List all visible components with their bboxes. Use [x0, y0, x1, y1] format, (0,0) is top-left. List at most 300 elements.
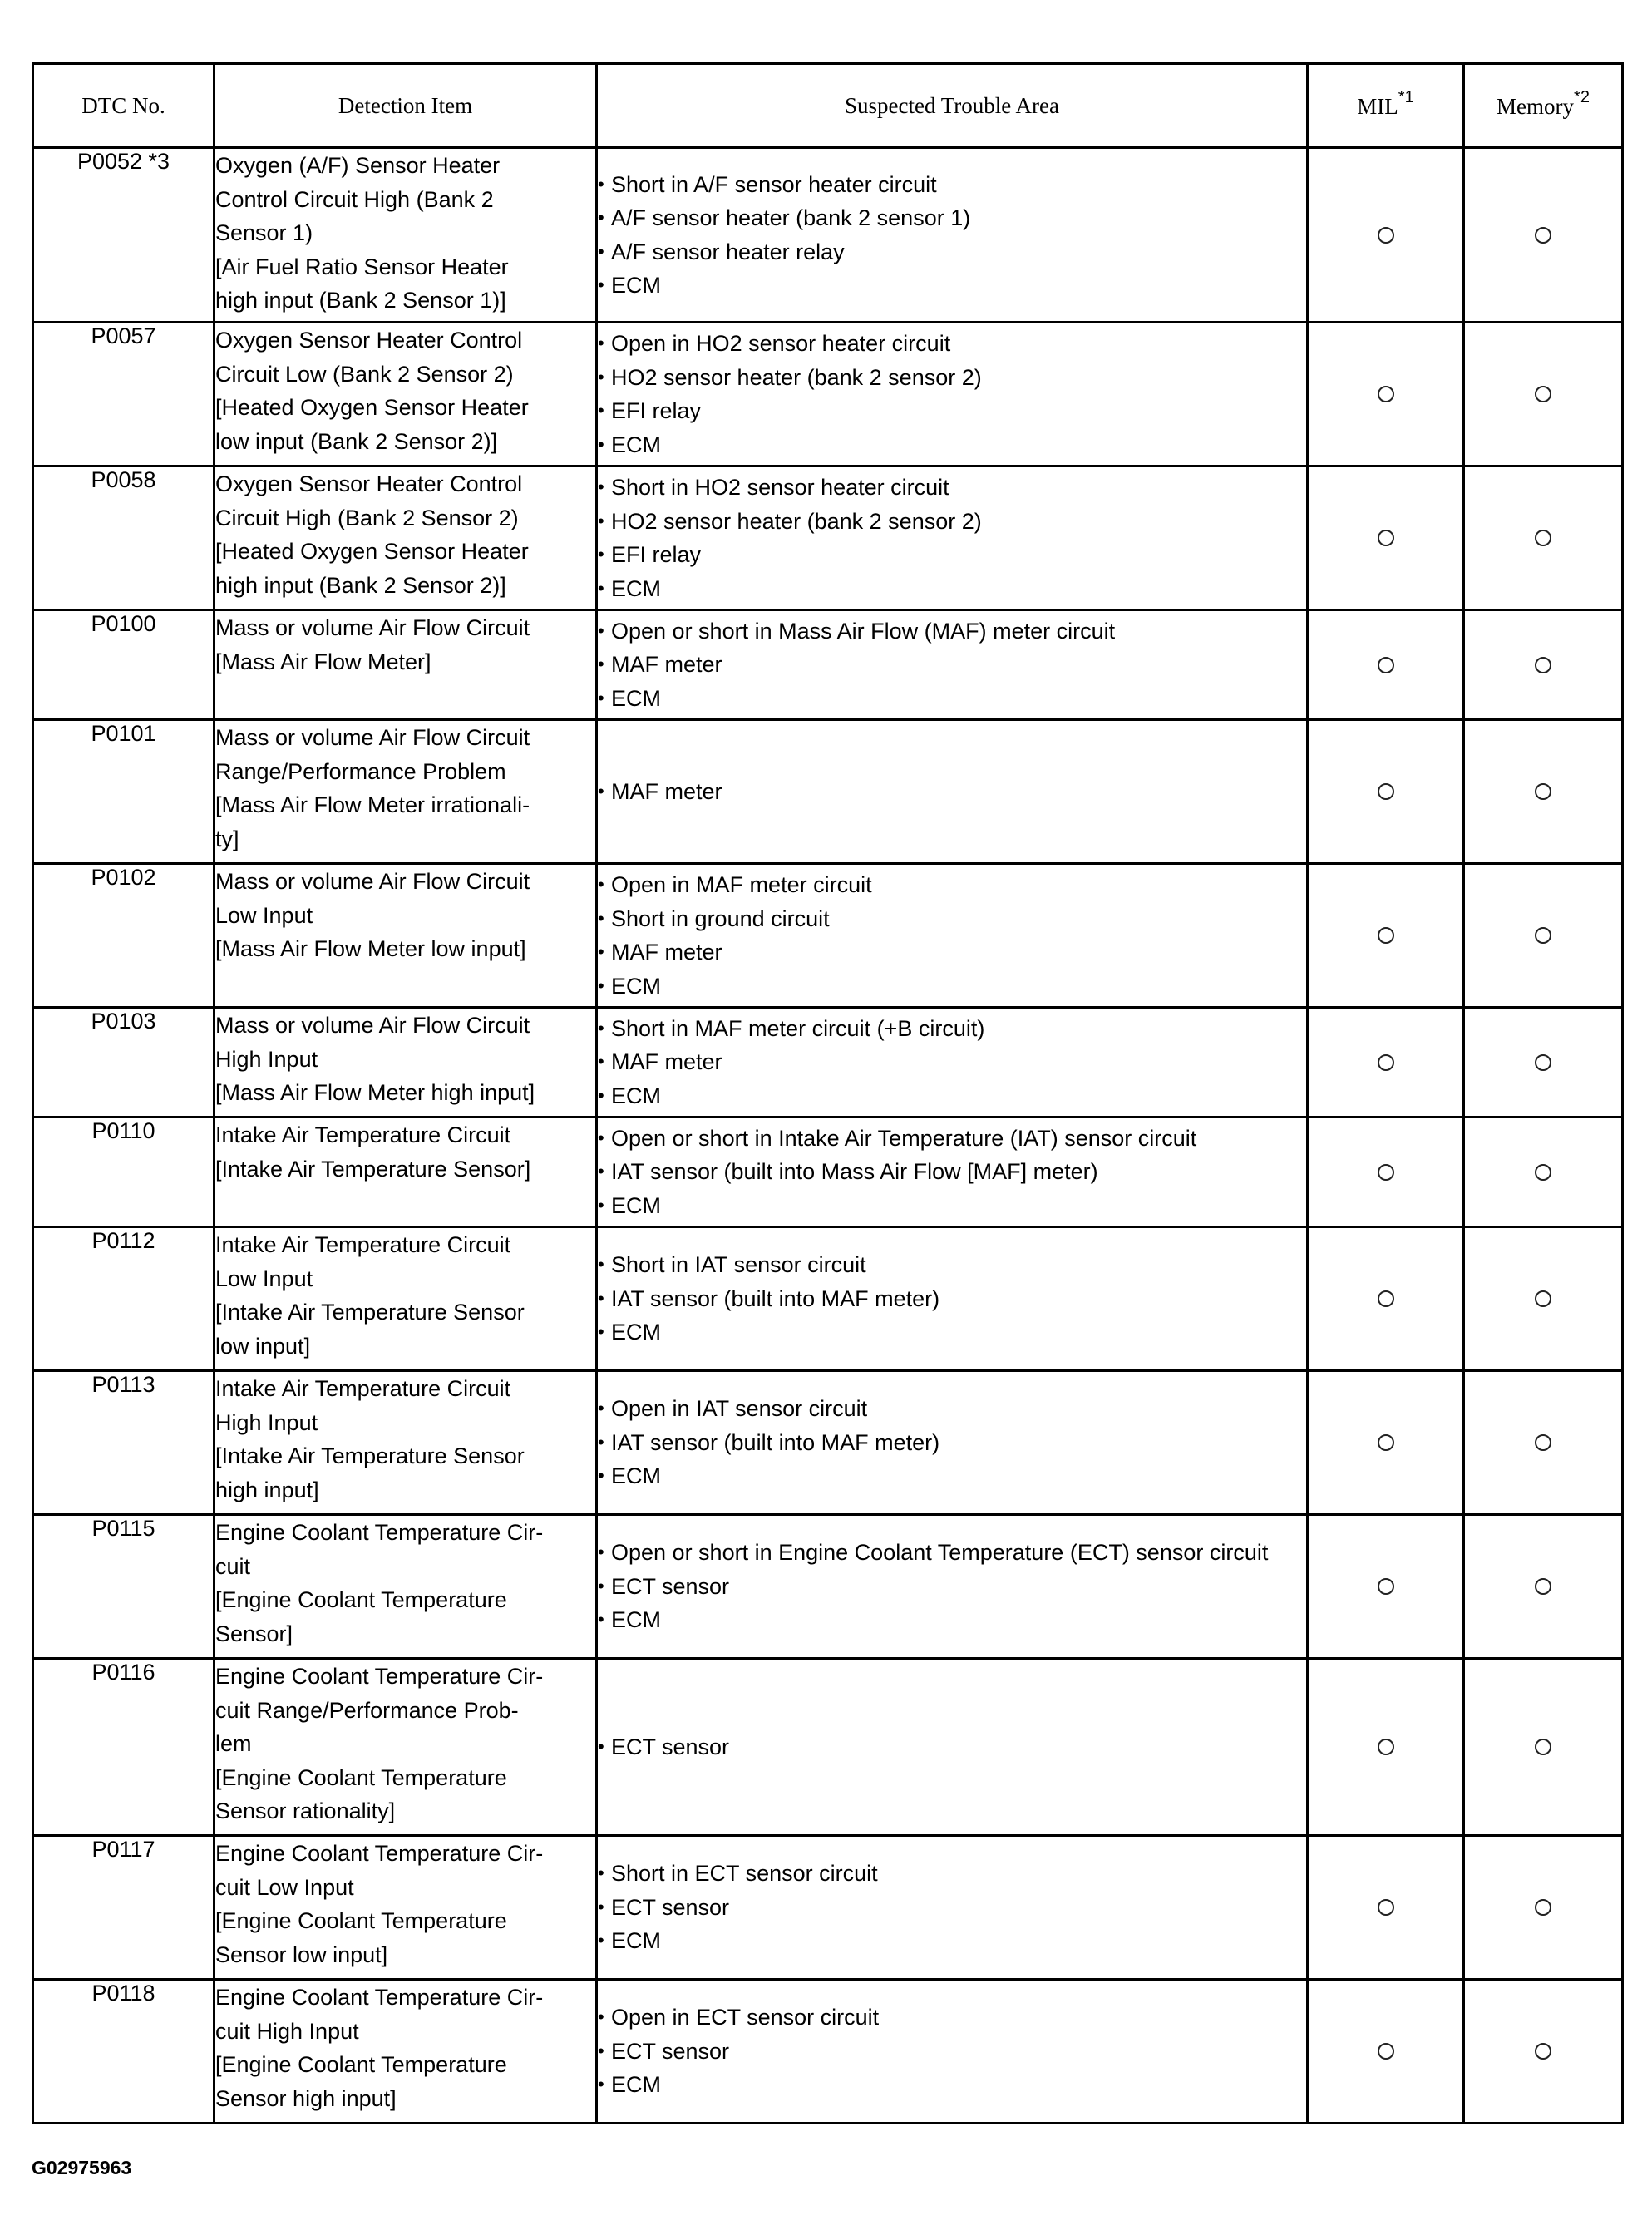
- mil-circle-icon: [1378, 927, 1394, 944]
- trouble-area-item: [598, 538, 1306, 572]
- bullet-icon: •: [598, 1575, 604, 1596]
- trouble-area-text: MAF meter: [611, 652, 722, 678]
- trouble-area-text: ECM: [611, 2072, 661, 2098]
- trouble-area-item: [598, 868, 1306, 902]
- trouble-area-text: Short in ground circuit: [611, 905, 830, 931]
- bullet-icon: •: [598, 476, 604, 497]
- bullet-icon: •: [598, 577, 604, 599]
- detection-item-line: [Intake Air Temperature Sensor: [215, 1300, 525, 1325]
- trouble-area-text: EFI relay: [611, 398, 702, 423]
- memory-cell: [1464, 323, 1623, 466]
- suspected-trouble-area: [597, 864, 1308, 1008]
- header-mil: [1308, 64, 1464, 148]
- header-mil-note: *1: [1398, 88, 1414, 106]
- trouble-area-text: A/F sensor heater relay: [611, 239, 845, 264]
- trouble-area-item: [598, 935, 1306, 970]
- suspected-trouble-area: [597, 1980, 1308, 2124]
- suspected-trouble-area: [597, 1659, 1308, 1836]
- memory-circle-icon: [1535, 783, 1551, 800]
- suspected-trouble-area: [597, 1008, 1308, 1118]
- mil-circle-icon: [1378, 657, 1394, 673]
- detection-item: [215, 148, 597, 323]
- memory-cell: [1464, 864, 1623, 1008]
- trouble-area-text: A/F sensor heater (bank 2 sensor 1): [611, 205, 971, 230]
- bullet-icon: •: [598, 1254, 604, 1275]
- trouble-area-text: ECT sensor: [611, 1734, 730, 1759]
- mil-cell: [1308, 864, 1464, 1008]
- dtc-code: P0116: [33, 1659, 215, 1836]
- detection-item-line: Sensor rationality]: [215, 1798, 396, 1823]
- dtc-code: P0057: [33, 323, 215, 466]
- detection-item-line: lem: [215, 1731, 252, 1756]
- detection-item-line: low input]: [215, 1333, 311, 1359]
- trouble-area-text: ECM: [611, 973, 661, 999]
- suspected-trouble-area: [597, 1227, 1308, 1371]
- dtc-code: P0118: [33, 1980, 215, 2124]
- table-row: [33, 1008, 1623, 1118]
- dtc-code: P0110: [33, 1118, 215, 1227]
- bullet-icon: •: [598, 274, 604, 295]
- header-dtc-no: DTC No.: [33, 64, 215, 148]
- bullet-icon: •: [598, 1398, 604, 1419]
- bullet-icon: •: [598, 1735, 604, 1757]
- mil-circle-icon: [1378, 1164, 1394, 1181]
- detection-item-line: Sensor high input]: [215, 2085, 397, 2111]
- mil-cell: [1308, 323, 1464, 466]
- memory-circle-icon: [1535, 227, 1551, 244]
- trouble-area-item: [598, 1122, 1306, 1156]
- detection-item: [215, 1515, 597, 1659]
- trouble-area-text: Open in HO2 sensor heater circuit: [611, 331, 951, 356]
- trouble-area-item: [598, 2068, 1306, 2102]
- trouble-area-text: ECT sensor: [611, 2038, 730, 2064]
- trouble-area-text: HO2 sensor heater (bank 2 sensor 2): [611, 508, 982, 534]
- trouble-area-text: Open in MAF meter circuit: [611, 872, 872, 897]
- memory-circle-icon: [1535, 2043, 1551, 2060]
- detection-item-line: ty]: [215, 826, 239, 851]
- memory-cell: [1464, 1980, 1623, 2124]
- trouble-area-item: [598, 2035, 1306, 2069]
- trouble-area-item: [598, 269, 1306, 303]
- detection-item: [215, 1227, 597, 1371]
- trouble-area-item: [598, 1248, 1306, 1282]
- bullet-icon: •: [598, 400, 604, 421]
- trouble-area-text: Short in ECT sensor circuit: [611, 1861, 878, 1887]
- detection-item-line: [Heated Oxygen Sensor Heater: [215, 395, 529, 420]
- bullet-icon: •: [598, 654, 604, 675]
- detection-item-line: [Mass Air Flow Meter irrationali-: [215, 792, 530, 817]
- header-memory-label: Memory: [1497, 94, 1575, 119]
- dtc-code: P0112: [33, 1227, 215, 1371]
- mil-cell: [1308, 720, 1464, 864]
- memory-cell: [1464, 720, 1623, 864]
- memory-cell: [1464, 148, 1623, 323]
- bullet-icon: •: [598, 1127, 604, 1148]
- bullet-icon: •: [598, 1017, 604, 1039]
- dtc-code: P0115: [33, 1515, 215, 1659]
- mil-circle-icon: [1378, 1899, 1394, 1916]
- detection-item-line: cuit: [215, 1553, 251, 1579]
- detection-item-line: [Intake Air Temperature Sensor]: [215, 1156, 531, 1182]
- detection-item-line: [Heated Oxygen Sensor Heater: [215, 539, 529, 564]
- suspected-trouble-area: [597, 323, 1308, 466]
- bullet-icon: •: [598, 1051, 604, 1073]
- suspected-trouble-area: [597, 466, 1308, 610]
- figure-id: G02975963: [32, 2157, 132, 2178]
- trouble-area-text: MAF meter: [611, 1049, 722, 1075]
- trouble-area-item: [598, 1282, 1306, 1316]
- trouble-area-item: [598, 1730, 1306, 1764]
- detection-item-line: [Engine Coolant Temperature: [215, 1764, 507, 1790]
- trouble-area-text: ECM: [611, 1928, 661, 1954]
- bullet-icon: •: [598, 207, 604, 228]
- dtc-table: [32, 62, 1624, 2124]
- detection-item-line: Engine Coolant Temperature Cir-: [215, 1985, 544, 2010]
- trouble-area-item: [598, 1045, 1306, 1079]
- detection-item-line: high input (Bank 2 Sensor 1)]: [215, 288, 506, 313]
- trouble-area-text: ECM: [611, 1607, 661, 1633]
- trouble-area-text: ECM: [611, 273, 661, 298]
- trouble-area-text: ECM: [611, 432, 661, 457]
- bullet-icon: •: [598, 1863, 604, 1884]
- bullet-icon: •: [598, 780, 604, 802]
- detection-item-line: High Input: [215, 1409, 318, 1435]
- bullet-icon: •: [598, 1465, 604, 1487]
- bullet-icon: •: [598, 941, 604, 962]
- bullet-icon: •: [598, 2074, 604, 2095]
- bullet-icon: •: [598, 974, 604, 996]
- memory-cell: [1464, 1515, 1623, 1659]
- trouble-area-item: [598, 235, 1306, 269]
- trouble-area-item: [598, 2001, 1306, 2035]
- suspected-trouble-area: [597, 148, 1308, 323]
- memory-cell: [1464, 466, 1623, 610]
- trouble-area-item: [598, 1857, 1306, 1891]
- detection-item-line: Circuit Low (Bank 2 Sensor 2): [215, 361, 514, 387]
- detection-item: [215, 1659, 597, 1836]
- detection-item-line: [Engine Coolant Temperature: [215, 2052, 507, 2077]
- table-row: [33, 1371, 1623, 1515]
- detection-item: [215, 864, 597, 1008]
- trouble-area-text: Short in A/F sensor heater circuit: [611, 171, 937, 197]
- mil-cell: [1308, 610, 1464, 720]
- bullet-icon: •: [598, 1287, 604, 1309]
- trouble-area-item: [598, 1012, 1306, 1046]
- suspected-trouble-area: [597, 1515, 1308, 1659]
- bullet-icon: •: [598, 1431, 604, 1453]
- dtc-code: P0058: [33, 466, 215, 610]
- memory-circle-icon: [1535, 1054, 1551, 1071]
- bullet-icon: •: [598, 510, 604, 531]
- detection-item-line: Sensor]: [215, 1621, 293, 1646]
- detection-item-line: Sensor 1): [215, 220, 313, 245]
- detection-item-line: Oxygen (A/F) Sensor Heater: [215, 153, 501, 178]
- memory-circle-icon: [1535, 530, 1551, 546]
- detection-item-line: Mass or volume Air Flow Circuit: [215, 725, 530, 750]
- trouble-area-text: IAT sensor (built into MAF meter): [611, 1285, 940, 1311]
- detection-item-line: Oxygen Sensor Heater Control: [215, 471, 523, 496]
- suspected-trouble-area: [597, 720, 1308, 864]
- detection-item-line: Mass or volume Air Flow Circuit: [215, 1013, 530, 1038]
- dtc-code: P0117: [33, 1836, 215, 1980]
- header-memory-note: *2: [1574, 88, 1590, 106]
- mil-circle-icon: [1378, 1434, 1394, 1451]
- suspected-trouble-area: [597, 1371, 1308, 1515]
- trouble-area-item: [598, 1315, 1306, 1349]
- mil-cell: [1308, 1008, 1464, 1118]
- table-row: [33, 610, 1623, 720]
- trouble-area-text: Open in IAT sensor circuit: [611, 1396, 868, 1422]
- detection-item-line: Intake Air Temperature Circuit: [215, 1376, 511, 1401]
- suspected-trouble-area: [597, 1118, 1308, 1227]
- bullet-icon: •: [598, 333, 604, 353]
- trouble-area-text: ECM: [611, 575, 661, 601]
- bullet-icon: •: [598, 1161, 604, 1182]
- dtc-code: P0101: [33, 720, 215, 864]
- detection-item: [215, 323, 597, 466]
- trouble-area-text: MAF meter: [611, 940, 722, 965]
- trouble-area-text: ECM: [611, 1463, 661, 1489]
- mil-circle-icon: [1378, 1578, 1394, 1595]
- table-row: [33, 148, 1623, 323]
- detection-item-line: Sensor low input]: [215, 1941, 388, 1967]
- trouble-area-text: HO2 sensor heater (bank 2 sensor 2): [611, 364, 982, 390]
- dtc-code: P0102: [33, 864, 215, 1008]
- mil-circle-icon: [1378, 1054, 1394, 1071]
- detection-item: [215, 1836, 597, 1980]
- mil-circle-icon: [1378, 530, 1394, 546]
- memory-cell: [1464, 1836, 1623, 1980]
- detection-item-line: Engine Coolant Temperature Cir-: [215, 1520, 544, 1545]
- detection-item-line: [Mass Air Flow Meter]: [215, 649, 431, 674]
- mil-cell: [1308, 466, 1464, 610]
- bullet-icon: •: [598, 544, 604, 565]
- trouble-area-item: [598, 201, 1306, 235]
- mil-circle-icon: [1378, 1290, 1394, 1307]
- mil-circle-icon: [1378, 227, 1394, 244]
- trouble-area-text: ECT sensor: [611, 1573, 730, 1599]
- memory-cell: [1464, 1118, 1623, 1227]
- bullet-icon: •: [598, 874, 604, 895]
- trouble-area-text: MAF meter: [611, 778, 722, 804]
- trouble-area-item: [598, 1891, 1306, 1925]
- mil-cell: [1308, 1515, 1464, 1659]
- bullet-icon: •: [598, 1321, 604, 1343]
- bullet-icon: •: [598, 907, 604, 929]
- trouble-area-text: ECM: [611, 1083, 661, 1108]
- header-suspected-trouble-area: Suspected Trouble Area: [597, 64, 1308, 148]
- trouble-area-item: [598, 394, 1306, 428]
- bullet-icon: •: [598, 240, 604, 262]
- mil-cell: [1308, 148, 1464, 323]
- memory-circle-icon: [1535, 1899, 1551, 1916]
- detection-item-line: Low Input: [215, 1266, 313, 1291]
- trouble-area-text: ECM: [611, 1192, 661, 1218]
- detection-item-line: cuit Low Input: [215, 1874, 354, 1900]
- table-row: [33, 1659, 1623, 1836]
- detection-item-line: Intake Air Temperature Circuit: [215, 1232, 511, 1257]
- trouble-area-text: Open or short in Intake Air Temperature (IAT) sensor circuit: [611, 1125, 1197, 1151]
- memory-circle-icon: [1535, 927, 1551, 944]
- detection-item-line: Low Input: [215, 902, 313, 928]
- trouble-area-item: [598, 1189, 1306, 1223]
- suspected-trouble-area: [597, 610, 1308, 720]
- trouble-area-item: [598, 682, 1306, 716]
- detection-item: [215, 1371, 597, 1515]
- mil-circle-icon: [1378, 386, 1394, 402]
- mil-cell: [1308, 1659, 1464, 1836]
- detection-item-line: Engine Coolant Temperature Cir-: [215, 1841, 544, 1866]
- detection-item-line: high input (Bank 2 Sensor 2)]: [215, 572, 506, 598]
- trouble-area-item: [598, 168, 1306, 202]
- detection-item: [215, 1118, 597, 1227]
- detection-item: [215, 1980, 597, 2124]
- table-row: [33, 1227, 1623, 1371]
- dtc-code: P0113: [33, 1371, 215, 1515]
- detection-item-line: Mass or volume Air Flow Circuit: [215, 869, 530, 894]
- memory-circle-icon: [1535, 1739, 1551, 1755]
- trouble-area-item: [598, 648, 1306, 682]
- detection-item-line: [Engine Coolant Temperature: [215, 1908, 507, 1933]
- trouble-area-item: [598, 1570, 1306, 1604]
- detection-item-line: Oxygen Sensor Heater Control: [215, 328, 523, 353]
- mil-cell: [1308, 1371, 1464, 1515]
- memory-circle-icon: [1535, 386, 1551, 402]
- memory-cell: [1464, 610, 1623, 720]
- trouble-area-item: [598, 428, 1306, 462]
- mil-cell: [1308, 1980, 1464, 2124]
- table-row: [33, 323, 1623, 466]
- bullet-icon: •: [598, 2040, 604, 2061]
- detection-item-line: [Mass Air Flow Meter low input]: [215, 936, 526, 961]
- detection-item-line: Circuit High (Bank 2 Sensor 2): [215, 505, 519, 530]
- detection-item-line: High Input: [215, 1046, 318, 1072]
- detection-item-line: high input]: [215, 1477, 319, 1502]
- memory-cell: [1464, 1008, 1623, 1118]
- table-row: [33, 1515, 1623, 1659]
- dtc-code: P0103: [33, 1008, 215, 1118]
- detection-item-line: low input (Bank 2 Sensor 2)]: [215, 428, 498, 454]
- detection-item-line: cuit Range/Performance Prob-: [215, 1697, 519, 1723]
- mil-circle-icon: [1378, 783, 1394, 800]
- trouble-area-text: ECM: [611, 685, 661, 711]
- memory-circle-icon: [1535, 657, 1551, 673]
- trouble-area-item: [598, 1155, 1306, 1189]
- header-memory: [1464, 64, 1623, 148]
- detection-item: [215, 466, 597, 610]
- bullet-icon: •: [598, 619, 604, 641]
- memory-circle-icon: [1535, 1434, 1551, 1451]
- trouble-area-text: EFI relay: [611, 542, 702, 567]
- mil-cell: [1308, 1118, 1464, 1227]
- table-row: [33, 1118, 1623, 1227]
- detection-item-line: [Air Fuel Ratio Sensor Heater: [215, 254, 509, 279]
- detection-item-line: [Mass Air Flow Meter high input]: [215, 1080, 535, 1105]
- trouble-area-item: [598, 471, 1306, 505]
- dtc-code: P0052 *3: [33, 148, 215, 323]
- bullet-icon: •: [598, 1896, 604, 1917]
- trouble-area-text: Open or short in Mass Air Flow (MAF) meter circuit: [611, 618, 1116, 644]
- suspected-trouble-area: [597, 1836, 1308, 1980]
- trouble-area-item: [598, 1426, 1306, 1460]
- table-row: [33, 466, 1623, 610]
- bullet-icon: •: [598, 433, 604, 455]
- trouble-area-text: Short in HO2 sensor heater circuit: [611, 475, 949, 500]
- trouble-area-item: [598, 1924, 1306, 1958]
- trouble-area-item: [598, 1603, 1306, 1637]
- detection-item-line: Intake Air Temperature Circuit: [215, 1122, 511, 1147]
- trouble-area-item: [598, 505, 1306, 539]
- header-detection-item: Detection Item: [215, 64, 597, 148]
- trouble-area-text: IAT sensor (built into MAF meter): [611, 1429, 940, 1455]
- header-row: [33, 64, 1623, 148]
- memory-circle-icon: [1535, 1164, 1551, 1181]
- trouble-area-text: ECT sensor: [611, 1894, 730, 1920]
- detection-item: [215, 1008, 597, 1118]
- header-mil-label: MIL: [1357, 94, 1398, 119]
- mil-circle-icon: [1378, 2043, 1394, 2060]
- trouble-area-item: [598, 1459, 1306, 1493]
- detection-item: [215, 610, 597, 720]
- detection-item-line: [Intake Air Temperature Sensor: [215, 1443, 525, 1468]
- detection-item-line: Engine Coolant Temperature Cir-: [215, 1664, 544, 1689]
- trouble-area-item: [598, 775, 1306, 809]
- memory-cell: [1464, 1227, 1623, 1371]
- bullet-icon: •: [598, 173, 604, 195]
- mil-cell: [1308, 1836, 1464, 1980]
- bullet-icon: •: [598, 1930, 604, 1951]
- memory-circle-icon: [1535, 1290, 1551, 1307]
- bullet-icon: •: [598, 1542, 604, 1563]
- bullet-icon: •: [598, 1084, 604, 1106]
- bullet-icon: •: [598, 366, 604, 387]
- trouble-area-item: [598, 572, 1306, 606]
- detection-item-line: Mass or volume Air Flow Circuit: [215, 615, 530, 640]
- detection-item-line: cuit High Input: [215, 2018, 359, 2044]
- table-row: [33, 1836, 1623, 1980]
- trouble-area-text: ECM: [611, 1320, 661, 1345]
- bullet-icon: •: [598, 1609, 604, 1631]
- dtc-code: P0100: [33, 610, 215, 720]
- bullet-icon: •: [598, 2006, 604, 2028]
- mil-cell: [1308, 1227, 1464, 1371]
- table-row: [33, 720, 1623, 864]
- mil-circle-icon: [1378, 1739, 1394, 1755]
- table-row: [33, 1980, 1623, 2124]
- trouble-area-item: [598, 970, 1306, 1004]
- trouble-area-item: [598, 902, 1306, 936]
- trouble-area-text: Open or short in Engine Coolant Temperature (ECT) sensor circuit: [611, 1540, 1269, 1566]
- bullet-icon: •: [598, 687, 604, 708]
- trouble-area-text: Short in MAF meter circuit (+B circuit): [611, 1015, 985, 1041]
- bullet-icon: •: [598, 1194, 604, 1216]
- trouble-area-text: Short in IAT sensor circuit: [611, 1252, 866, 1278]
- detection-item-line: Range/Performance Problem: [215, 758, 506, 784]
- memory-circle-icon: [1535, 1578, 1551, 1595]
- memory-cell: [1464, 1659, 1623, 1836]
- trouble-area-item: [598, 361, 1306, 395]
- trouble-area-item: [598, 1392, 1306, 1426]
- trouble-area-text: IAT sensor (built into Mass Air Flow [MAF] meter): [611, 1159, 1098, 1185]
- detection-item-line: Control Circuit High (Bank 2: [215, 186, 494, 212]
- trouble-area-item: [598, 614, 1306, 649]
- trouble-area-text: Open in ECT sensor circuit: [611, 2005, 880, 2030]
- memory-cell: [1464, 1371, 1623, 1515]
- table-row: [33, 864, 1623, 1008]
- trouble-area-item: [598, 1536, 1306, 1570]
- detection-item-line: [Engine Coolant Temperature: [215, 1587, 507, 1612]
- trouble-area-item: [598, 327, 1306, 361]
